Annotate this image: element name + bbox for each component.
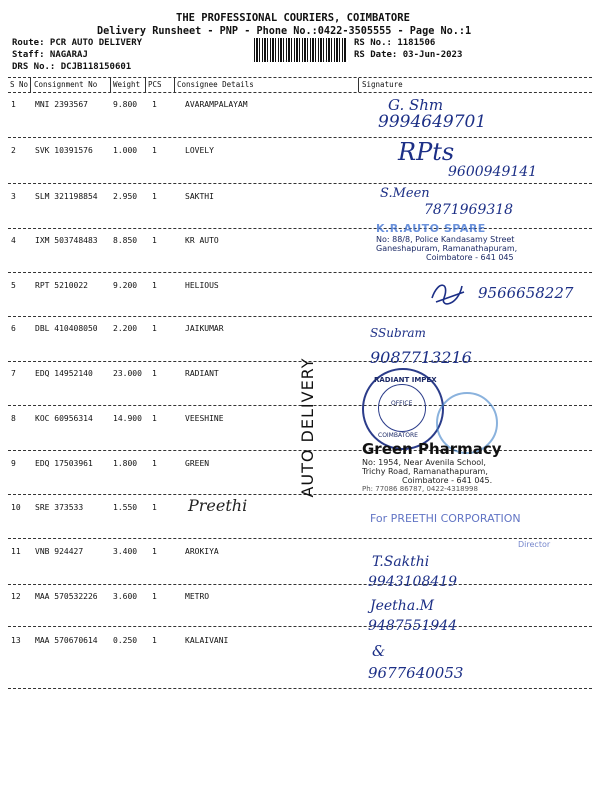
signature: RPts [398,138,455,166]
staff-label: Staff: NAGARAJ [12,50,88,60]
signature: SSubram [370,326,426,340]
row-sno: 10 [11,503,21,512]
row-weight: 9.800 [113,100,138,109]
row-consignee: JAIKUMAR [185,324,224,333]
row-consignment: SVK 10391576 [35,146,93,155]
row-consignment: MAA 570532226 [35,592,98,601]
row-pcs: 1 [152,636,157,645]
col-weight: Weight [113,80,141,89]
row-consignment: MAA 570670614 [35,636,98,645]
row-sno: 1 [11,100,16,109]
row-pcs: 1 [152,459,157,468]
company-title: THE PROFESSIONAL COURIERS, COIMBATORE [176,12,410,24]
row-sno: 2 [11,146,16,155]
row-consignee: LOVELY [185,146,214,155]
signature-phone: 9943108419 [368,574,458,590]
col-pcs: PCS [148,80,162,89]
row-consignment: SRE 373533 [35,503,84,512]
row-consignment: EDQ 17503961 [35,459,93,468]
header-divider [174,78,175,92]
signature-phone: 9487551944 [368,618,458,634]
row-rule [8,316,592,317]
row-rule [8,538,592,539]
header-top-rule [8,77,592,78]
row-pcs: 1 [152,236,157,245]
row-rule [8,626,592,627]
row-rule [8,137,592,138]
row-consignment: DBL 410408050 [35,324,98,333]
col-sno: S No [10,80,29,89]
row-weight: 0.250 [113,636,138,645]
signature: G. Shm [388,96,444,114]
row-consignee: RADIANT [185,369,219,378]
row-consignee: VEESHINE [185,414,224,423]
row-consignment: IXM 503748483 [35,236,98,245]
barcode-image [254,38,346,62]
header-divider [30,78,31,92]
signature-scribble [428,278,468,316]
signature: & [372,642,386,660]
auto-delivery-text: AUTO DELIVERY [298,357,317,498]
col-signature: Signature [362,80,403,89]
signature-phone: 9566658227 [478,284,574,302]
rs-date: RS Date: 03-Jun-2023 [354,50,463,60]
preethi-corporation-stamp: For PREETHI CORPORATION [370,512,521,525]
row-consignee: AVARAMPALAYAM [185,100,248,109]
row-weight: 23.000 [113,369,142,378]
header-divider [358,78,359,92]
drs-number: DRS No.: DCJB118150601 [12,62,132,72]
row-sno: 4 [11,236,16,245]
row-consignment: RPT 5210022 [35,281,88,290]
signature-phone: 9087713216 [370,348,472,367]
director-stamp: Director [518,540,551,549]
row-weight: 3.600 [113,592,138,601]
row-sno: 5 [11,281,16,290]
header-bottom-rule [8,92,592,93]
signature: Jeetha.M [370,598,434,614]
row-consignee: AROKIYA [185,547,219,556]
row-pcs: 1 [152,414,157,423]
row-weight: 1.550 [113,503,138,512]
radiant-seal [362,368,444,450]
row-sno: 7 [11,369,16,378]
green-pharmacy-line: Ph: 77086 86787, 0422-4318998 [362,485,478,493]
row-sno: 13 [11,636,21,645]
row-pcs: 1 [152,324,157,333]
signature-phone: 9600949141 [448,164,538,180]
row-sno: 9 [11,459,16,468]
row-consignee: KALAIVANI [185,636,229,645]
row-consignee: METRO [185,592,210,601]
row-weight: 1.000 [113,146,138,155]
signature: T.Sakthi [372,554,430,570]
signature-phone: 7871969318 [424,202,514,218]
row-pcs: 1 [152,100,157,109]
row-rule [8,183,592,184]
row-pcs: 1 [152,369,157,378]
handwritten-consignee: Preethi [188,496,248,515]
row-rule [8,688,592,689]
row-consignee: SAKTHI [185,192,214,201]
row-pcs: 1 [152,146,157,155]
row-weight: 8.850 [113,236,138,245]
header-divider [145,78,146,92]
row-consignee: GREEN [185,459,210,468]
row-consignee: KR AUTO [185,236,219,245]
row-pcs: 1 [152,503,157,512]
kr-auto-stamp-line: Coimbatore - 641 045 [426,253,514,262]
row-weight: 9.200 [113,281,138,290]
header-divider [110,78,111,92]
kr-auto-stamp-line: Ganeshapuram, Ramanathapuram, [376,244,518,253]
rs-number: RS No.: 1181506 [354,38,436,48]
row-sno: 8 [11,414,16,423]
row-sno: 3 [11,192,16,201]
row-weight: 3.400 [113,547,138,556]
row-weight: 14.900 [113,414,142,423]
row-consignment: VNB 924427 [35,547,84,556]
kr-auto-stamp-line: No: 88/8, Police Kandasamy Street [376,235,515,244]
col-consignment: Consignment No [34,80,98,89]
green-pharmacy-line: Coimbatore - 641 045. [402,476,493,485]
row-weight: 2.950 [113,192,138,201]
radiant-seal-name: RADIANT IMPEX [374,376,437,384]
auto-delivery-note [298,345,318,510]
row-weight: 1.800 [113,459,138,468]
row-pcs: 1 [152,547,157,556]
green-pharmacy-stamp [362,440,542,493]
green-pharmacy-line: No: 1954, Near Avenila School, [362,458,486,467]
green-pharmacy-line: Trichy Road, Ramanathapuram, [362,467,488,476]
row-pcs: 1 [152,192,157,201]
row-sno: 11 [11,547,21,556]
kr-auto-stamp-name: K.R.AUTO SPARE [376,222,486,235]
row-weight: 2.200 [113,324,138,333]
row-rule [8,584,592,585]
row-rule [8,272,592,273]
row-consignment: SLM 321198854 [35,192,98,201]
row-pcs: 1 [152,592,157,601]
row-consignment: KOC 60956314 [35,414,93,423]
signature: S.Meen [380,186,430,201]
col-consignee: Consignee Details [177,80,254,89]
signature-phone: 9994649701 [378,112,487,132]
radiant-seal-city: COIMBATORE [378,432,418,439]
radiant-seal-inner-ring [378,384,426,432]
runsheet-subtitle: Delivery Runsheet - PNP - Phone No.:0422-3505555 - Page No.:1 [97,26,472,37]
green-pharmacy-name: Green Pharmacy [362,440,502,458]
row-consignment: EDQ 14952140 [35,369,93,378]
row-pcs: 1 [152,281,157,290]
kr-auto-stamp [376,222,536,262]
row-sno: 12 [11,592,21,601]
radiant-seal-office: OFFICE [391,400,413,407]
signature-phone: 9677640053 [368,664,464,682]
row-consignee: HELIOUS [185,281,219,290]
row-consignment: MNI 2393567 [35,100,88,109]
route-label: Route: PCR AUTO DELIVERY [12,38,143,48]
row-sno: 6 [11,324,16,333]
